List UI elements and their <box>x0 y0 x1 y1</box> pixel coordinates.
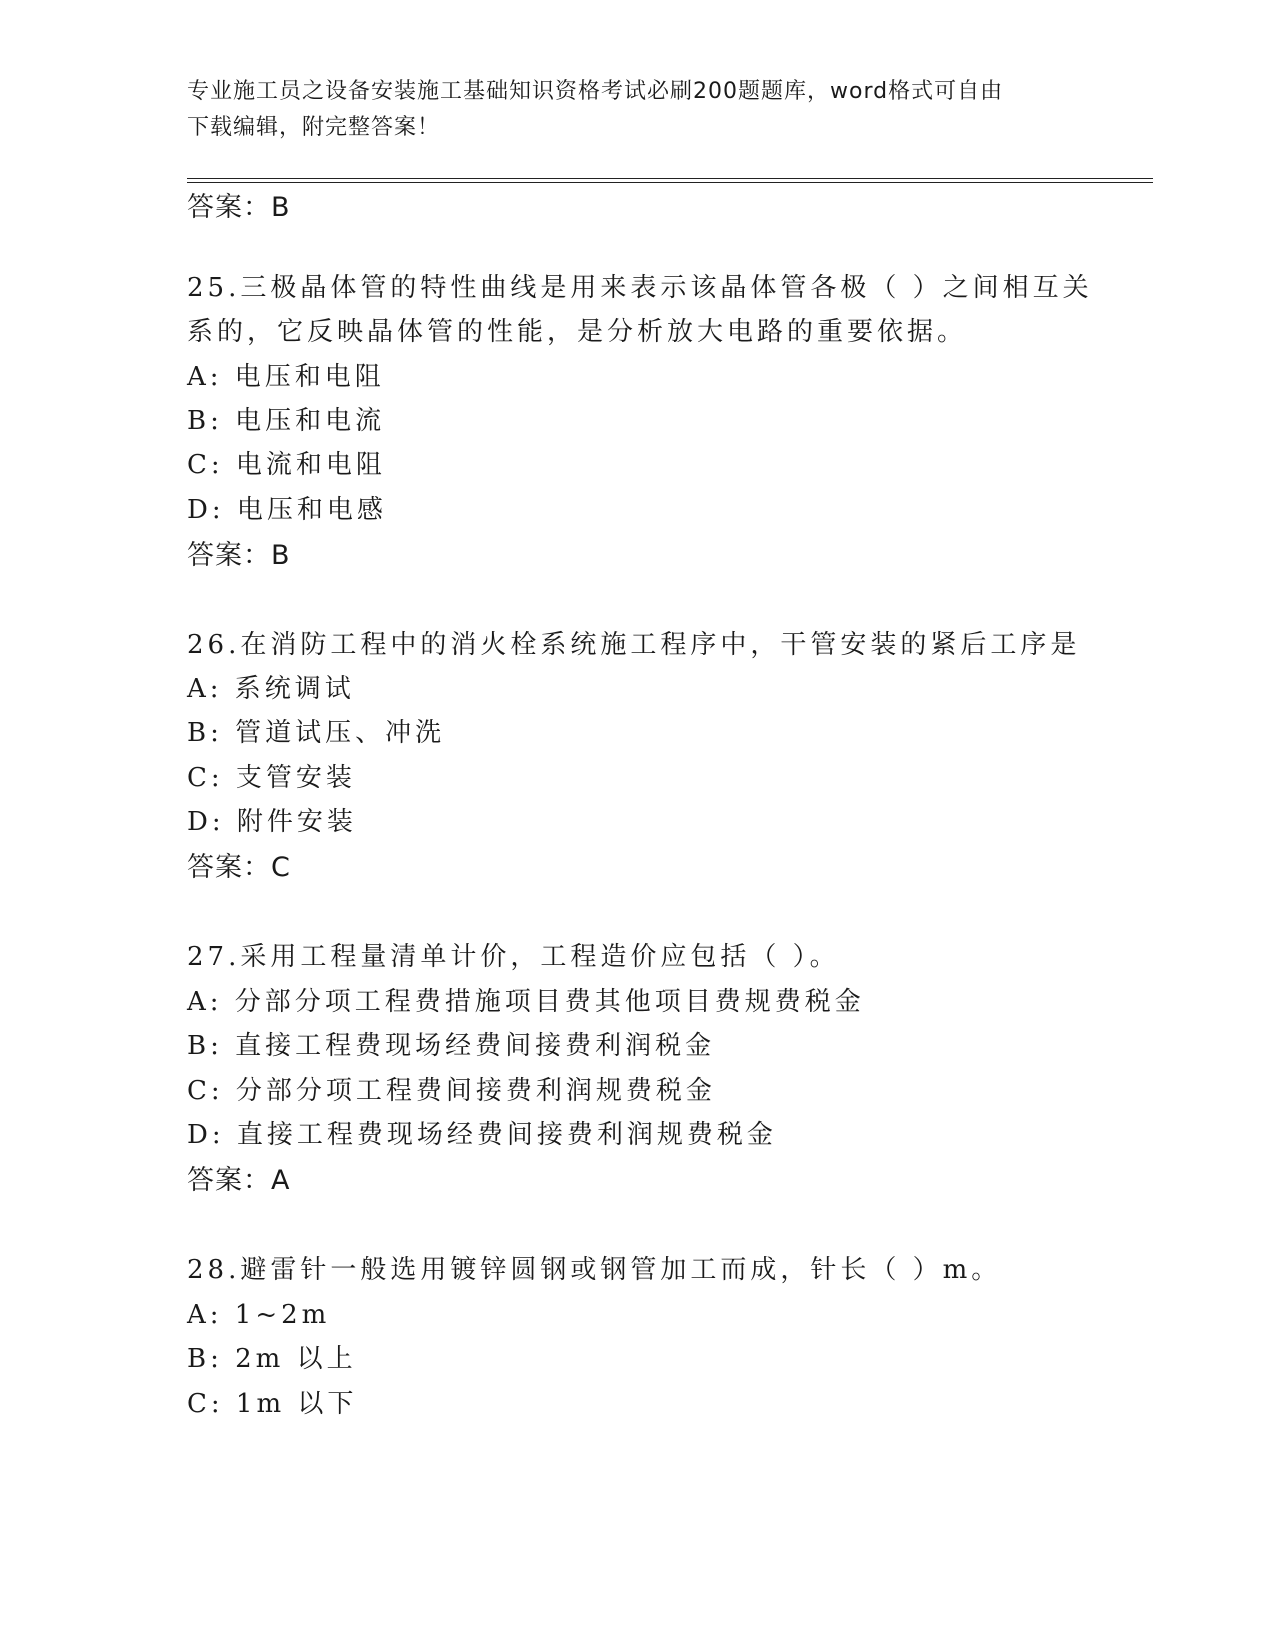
question-stem-continued: 系的，它反映晶体管的性能，是分析放大电路的重要依据。 <box>187 317 968 347</box>
question-stem: 27.采用工程量清单计价，工程造价应包括（ ）。 <box>187 942 840 972</box>
option-d: D: 附件安装 <box>187 807 357 837</box>
question-stem: 28.避雷针一般选用镀锌圆钢或钢管加工而成，针长（ ）m。 <box>187 1255 1002 1285</box>
header-divider-top <box>187 178 1153 179</box>
option-a: A: 分部分项工程费措施项目费其他项目费规费税金 <box>187 987 865 1017</box>
option-d: D: 直接工程费现场经费间接费利润规费税金 <box>187 1120 777 1150</box>
option-a: A: 系统调试 <box>187 674 355 704</box>
answer: 答案：B <box>187 540 291 571</box>
option-b: B: 管道试压、冲洗 <box>187 718 446 748</box>
option-a: A: 1~2m <box>187 1300 331 1330</box>
header-divider-bottom <box>187 182 1153 183</box>
answer: 答案：C <box>187 852 291 883</box>
option-c: C: 1m 以下 <box>187 1389 358 1419</box>
document-header <box>187 74 1087 146</box>
option-b: B: 电压和电流 <box>187 406 386 436</box>
header-line-2: 下载编辑，附完整答案！ <box>187 115 441 140</box>
option-b: B: 直接工程费现场经费间接费利润税金 <box>187 1031 716 1061</box>
option-c: C: 电流和电阻 <box>187 450 386 480</box>
question-stem: 26.在消防工程中的消火栓系统施工程序中，干管安装的紧后工序是 <box>187 630 1081 660</box>
option-a: A: 电压和电阻 <box>187 362 385 392</box>
header-line-1: 专业施工员之设备安装施工基础知识资格考试必刷200题题库，word格式可自由 <box>187 79 1004 104</box>
answer: 答案：A <box>187 1165 291 1196</box>
option-c: C: 支管安装 <box>187 763 356 793</box>
option-c: C: 分部分项工程费间接费利润规费税金 <box>187 1076 716 1106</box>
option-b: B: 2m 以上 <box>187 1344 357 1374</box>
question-stem: 25.三极晶体管的特性曲线是用来表示该晶体管各极（ ）之间相互关 <box>187 273 1093 303</box>
option-d: D: 电压和电感 <box>187 495 387 525</box>
previous-answer: 答案：B <box>187 192 291 223</box>
